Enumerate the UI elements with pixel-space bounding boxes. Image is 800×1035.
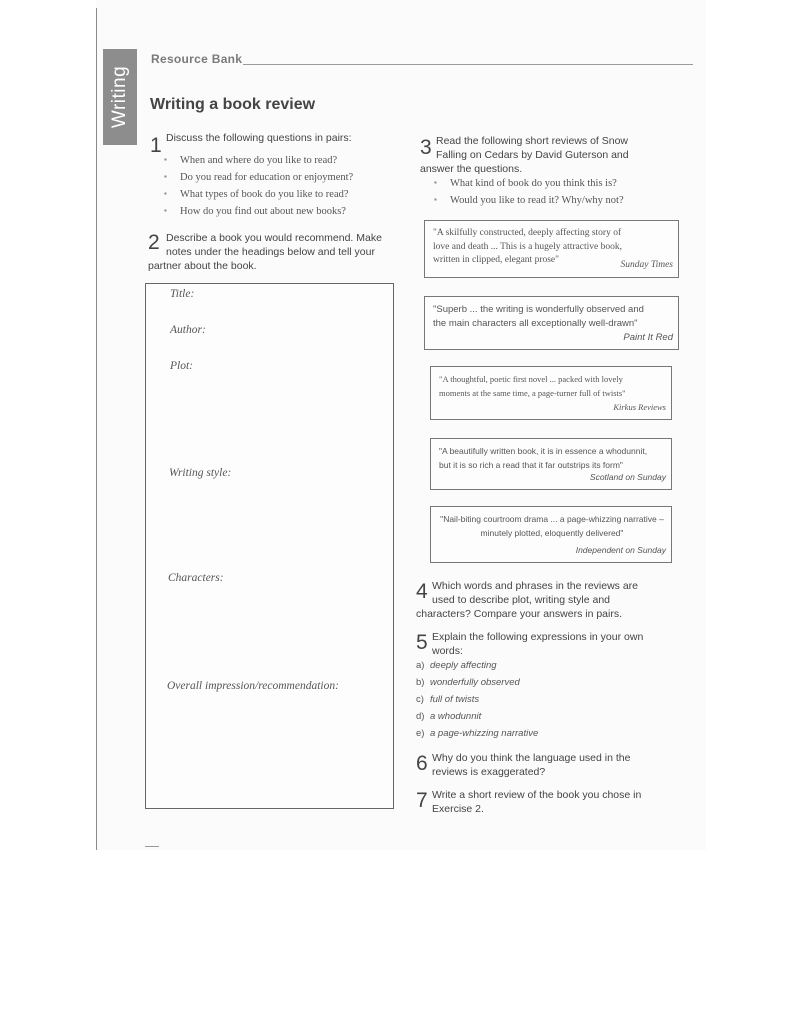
- review-card: [430, 366, 672, 420]
- item-text: full of twists: [430, 694, 480, 705]
- review-line: "A thoughtful, poetic first novel ... packed with lovely: [439, 374, 623, 384]
- q5-line-1: Explain the following expressions in your own: [432, 631, 644, 643]
- list-item: [416, 677, 538, 694]
- item-letter: b): [416, 677, 425, 688]
- section-tab: [103, 49, 137, 145]
- review-source: Paint It Red: [623, 331, 673, 343]
- q4-line-2: used to describe plot, writing style and: [432, 594, 611, 606]
- q3-bullet-list: [434, 178, 624, 212]
- review-line: "Superb ... the writing is wonderfully observed and: [433, 304, 644, 315]
- notes-box: [145, 283, 394, 809]
- review-card: [424, 220, 679, 278]
- list-item: [416, 694, 538, 711]
- review-source: Sunday Times: [620, 259, 673, 270]
- notes-characters-label: Characters:: [168, 572, 224, 584]
- list-item: ▪ How do you find out about new books?: [164, 206, 353, 223]
- list-item: ▪ What types of book do you like to read?: [164, 189, 353, 206]
- q6-line-1: Why do you think the language used in the: [432, 752, 631, 764]
- q5-number: 5: [416, 631, 428, 654]
- item-text: deeply affecting: [430, 660, 497, 671]
- q3-number: 3: [420, 136, 432, 159]
- review-line: written in clipped, elegant prose": [433, 255, 560, 265]
- resource-bank-header: Resource Bank: [151, 52, 243, 66]
- review-source: Independent on Sunday: [575, 544, 666, 555]
- q3-line-3: answer the questions.: [420, 163, 523, 175]
- header-rule: [243, 64, 693, 65]
- list-item: ▪ Would you like to read it? Why/why not?: [434, 195, 624, 212]
- q1-bullet-list: [164, 155, 353, 223]
- review-line: minutely plotted, eloquently delivered": [480, 527, 624, 538]
- q3-line-2: Falling on Cedars by David Guterson and: [436, 149, 629, 161]
- item-text: wonderfully observed: [430, 677, 520, 688]
- notes-plot-label: Plot:: [170, 360, 193, 372]
- q7-line-2: Exercise 2.: [432, 803, 484, 815]
- q4-line-1: Which words and phrases in the reviews are: [432, 580, 639, 592]
- review-line: "A beautifully written book, it is in essence a whodunnit,: [439, 446, 648, 456]
- review-line: love and death ... This is a hugely attractive book,: [433, 241, 622, 252]
- page-footer-mark: [145, 846, 159, 847]
- review-line: moments at the same time, a page-turner full of twists": [439, 387, 626, 398]
- item-letter: a): [416, 660, 425, 671]
- q4-number: 4: [416, 580, 428, 603]
- q2-line-2: notes under the headings below and tell your: [166, 246, 375, 258]
- list-item: [416, 660, 538, 677]
- q5-expression-list: [416, 660, 538, 745]
- page-title: Writing a book review: [150, 96, 316, 113]
- notes-overall-label: Overall impression/recommendation:: [167, 680, 339, 692]
- item-letter: e): [416, 728, 425, 739]
- list-item: ▪ What kind of book do you think this is?: [434, 178, 624, 195]
- list-item: [416, 711, 538, 728]
- notes-style-label: Writing style:: [169, 467, 232, 479]
- item-text: a page-whizzing narrative: [430, 728, 539, 739]
- q6-line-2: reviews is exaggerated?: [432, 766, 546, 778]
- review-card: [430, 438, 672, 490]
- q7-line-1: Write a short review of the book you chose in: [432, 789, 642, 801]
- q1-number: 1: [150, 134, 162, 157]
- q5-line-2: words:: [432, 645, 463, 657]
- item-letter: d): [416, 711, 425, 722]
- review-line: but it is so rich a read that it far outstrips its form": [439, 459, 623, 470]
- review-source: Scotland on Sunday: [589, 471, 666, 482]
- review-card: [424, 296, 679, 350]
- list-item: [416, 728, 538, 745]
- q7-number: 7: [416, 789, 428, 812]
- notes-title-label: Title:: [170, 288, 195, 300]
- list-item: ▪ Do you read for education or enjoyment?: [164, 172, 353, 189]
- q1-text: Discuss the following questions in pairs:: [166, 132, 352, 144]
- q2-number: 2: [148, 231, 160, 254]
- q2-line-3: partner about the book.: [148, 260, 257, 272]
- q2-line-1: Describe a book you would recommend. Make: [166, 232, 382, 244]
- review-card: [430, 506, 672, 563]
- page-edge: [96, 8, 97, 850]
- item-letter: c): [416, 694, 424, 705]
- list-item: ▪ When and where do you like to read?: [164, 155, 353, 172]
- review-line: "Nail-biting courtroom drama ... a page-whizzing narrative –: [440, 514, 664, 524]
- notes-author-label: Author:: [170, 324, 206, 336]
- review-line: "A skilfully constructed, deeply affecting story of: [433, 228, 622, 238]
- q6-number: 6: [416, 752, 428, 775]
- review-line: the main characters all exceptionally well-drawn": [433, 317, 638, 329]
- q4-line-3: characters? Compare your answers in pairs.: [416, 608, 623, 620]
- q3-line-1: Read the following short reviews of Snow: [436, 135, 629, 147]
- item-text: a whodunnit: [430, 711, 482, 722]
- review-source: Kirkus Reviews: [613, 401, 666, 412]
- section-tab-label: Writing: [109, 65, 130, 129]
